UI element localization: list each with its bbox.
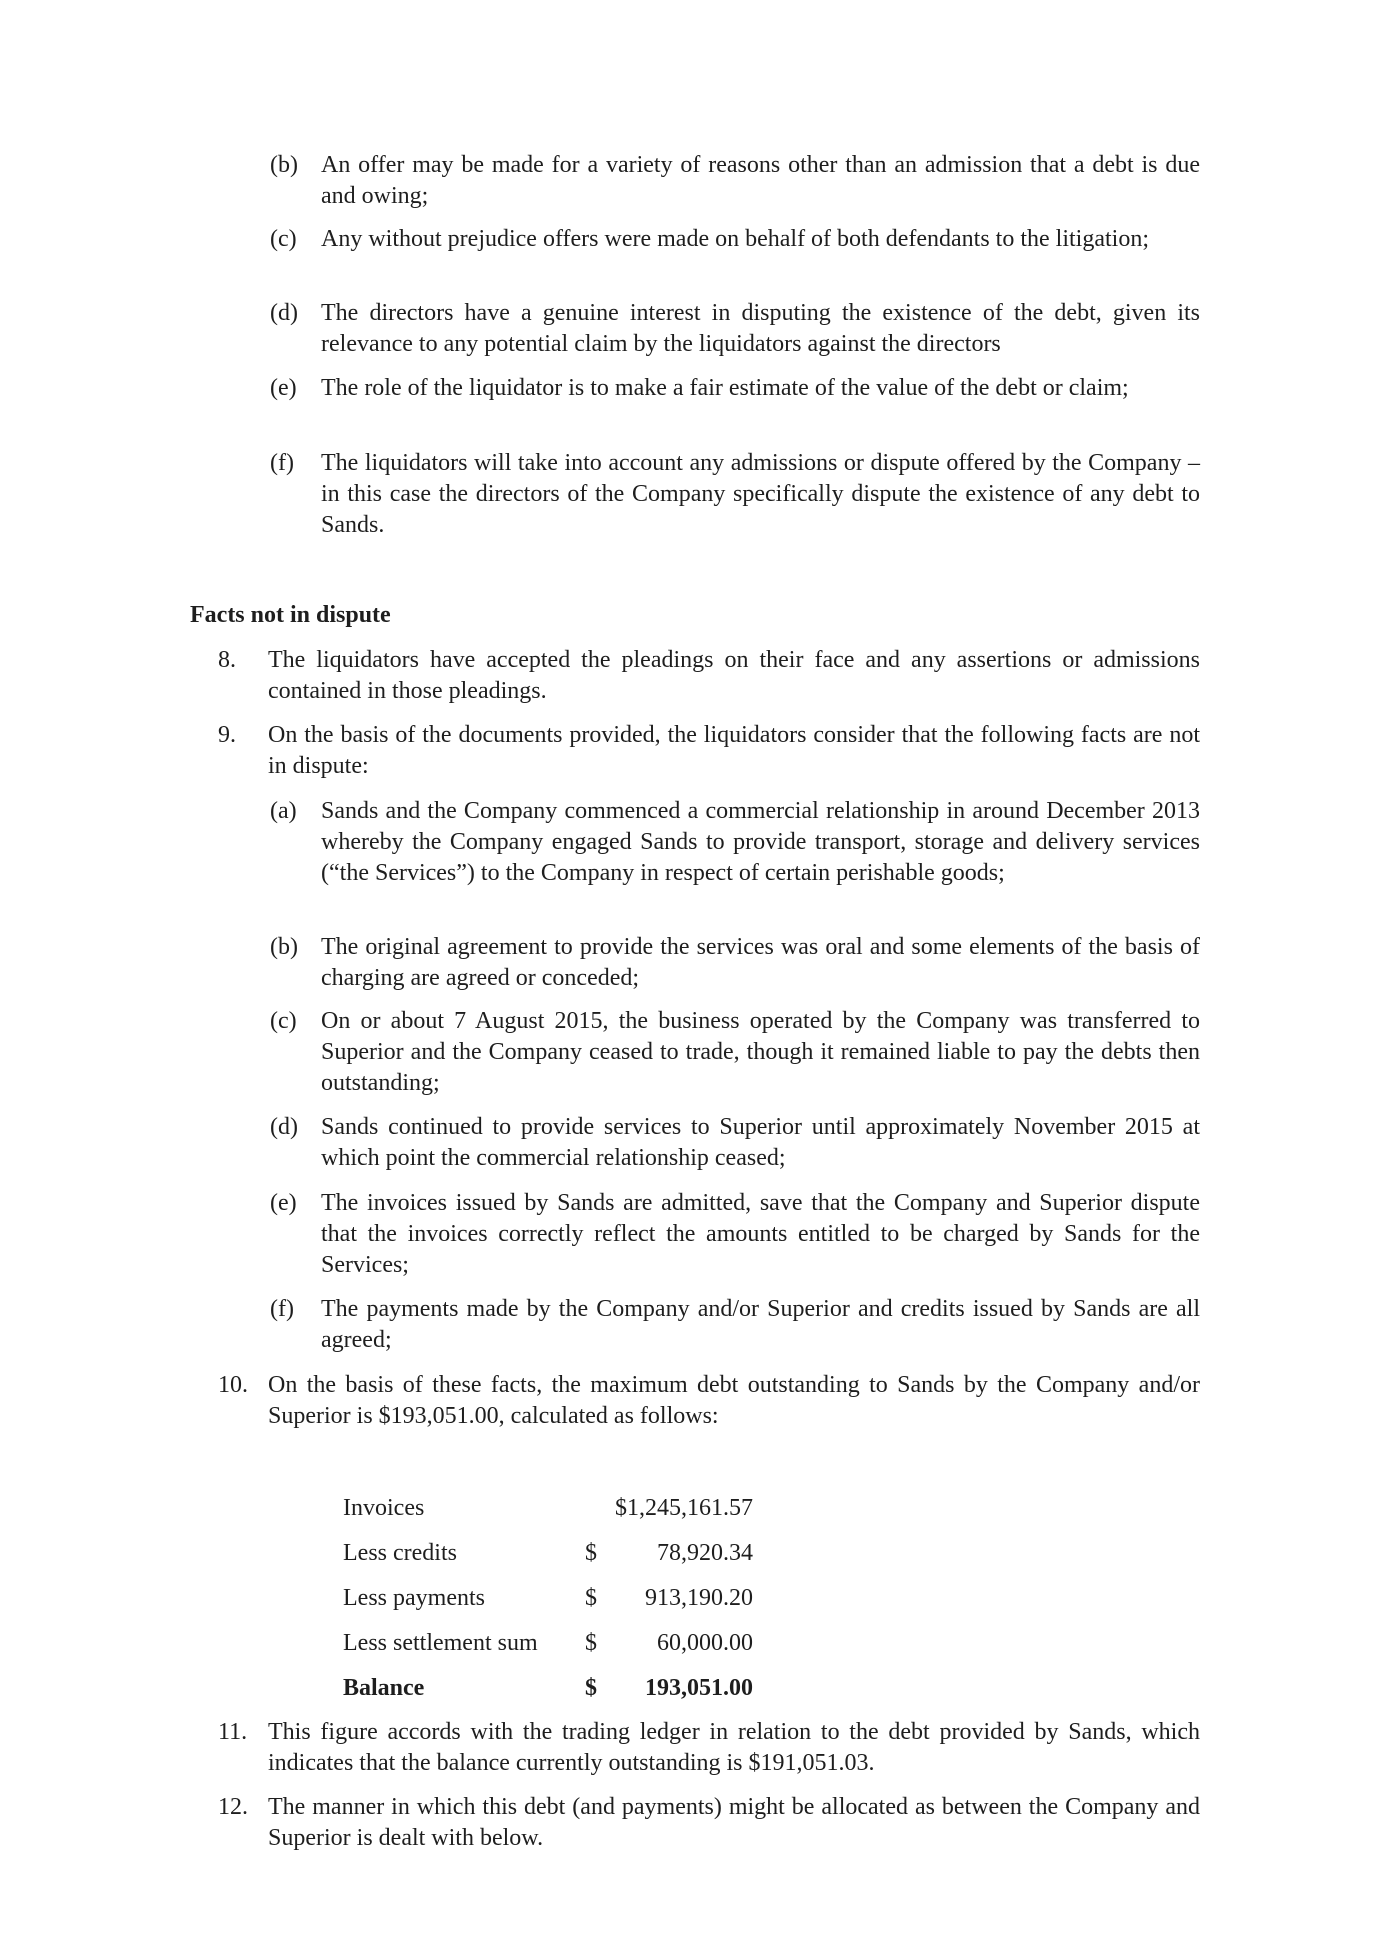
point-c bbox=[270, 224, 1200, 255]
row-description: Invoices bbox=[343, 1495, 425, 1521]
debt-calculation-table bbox=[343, 1486, 753, 1711]
table-row bbox=[343, 1576, 753, 1621]
point-f bbox=[270, 448, 1200, 541]
paragraph-9 bbox=[218, 720, 1200, 782]
paragraph-number: 10. bbox=[218, 1372, 248, 1398]
fact-label: (d) bbox=[270, 1114, 298, 1140]
paragraph-number: 9. bbox=[218, 722, 236, 748]
point-label: (b) bbox=[270, 152, 298, 178]
paragraph-text: On the basis of these facts, the maximum debt outstanding to Sands by the Company and/or Superior is $193,051.00, calculated as follows: bbox=[268, 1372, 1200, 1429]
row-description: Less settlement sum bbox=[343, 1630, 538, 1656]
row-amount: 193,051.00 bbox=[645, 1675, 753, 1701]
fact-text: On or about 7 August 2015, the business operated by the Company was transferred to Superior and the Company ceased to trade, though it remained liable to pay the debts then outstanding; bbox=[321, 1008, 1200, 1096]
point-e bbox=[270, 373, 1200, 404]
point-text: An offer may be made for a variety of reasons other than an admission that a debt is due and owing; bbox=[321, 152, 1200, 209]
point-b bbox=[270, 150, 1200, 212]
row-amount: 60,000.00 bbox=[657, 1630, 753, 1656]
row-currency bbox=[585, 1486, 615, 1531]
paragraph-text: This figure accords with the trading ledger in relation to the debt provided by Sands, which indicates that the balance currently outstanding is $191,051.03. bbox=[268, 1719, 1200, 1776]
fact-d bbox=[270, 1112, 1200, 1174]
point-label: (f) bbox=[270, 450, 294, 476]
fact-c bbox=[270, 1006, 1200, 1099]
fact-text: The payments made by the Company and/or Superior and credits issued by Sands are all agreed; bbox=[321, 1296, 1200, 1353]
row-amount: $1,245,161.57 bbox=[615, 1495, 753, 1521]
fact-b bbox=[270, 932, 1200, 994]
paragraph-number: 8. bbox=[218, 647, 236, 673]
table-row bbox=[343, 1486, 753, 1531]
paragraph-number: 12. bbox=[218, 1794, 248, 1820]
row-currency: $ bbox=[585, 1585, 597, 1611]
fact-label: (b) bbox=[270, 934, 298, 960]
row-description: Less credits bbox=[343, 1540, 457, 1566]
row-amount: 913,190.20 bbox=[645, 1585, 753, 1611]
paragraph-text: The manner in which this debt (and payments) might be allocated as between the Company and Superior is dealt with below. bbox=[268, 1794, 1200, 1851]
point-text: The liquidators will take into account any admissions or dispute offered by the Company – in this case the directors of the Company specifically dispute the existence of any debt to Sands. bbox=[321, 450, 1200, 538]
point-d bbox=[270, 298, 1200, 360]
fact-f bbox=[270, 1294, 1200, 1356]
row-amount: 78,920.34 bbox=[657, 1540, 753, 1566]
paragraph-11 bbox=[218, 1717, 1200, 1779]
paragraph-text: On the basis of the documents provided, the liquidators consider that the following facts are not in dispute: bbox=[268, 722, 1200, 779]
paragraph-10 bbox=[218, 1370, 1200, 1432]
fact-label: (a) bbox=[270, 798, 297, 824]
point-label: (d) bbox=[270, 300, 298, 326]
section-heading: Facts not in dispute bbox=[190, 602, 391, 628]
point-label: (e) bbox=[270, 375, 297, 401]
point-text: The role of the liquidator is to make a fair estimate of the value of the debt or claim; bbox=[321, 375, 1129, 401]
point-text: The directors have a genuine interest in disputing the existence of the debt, given its relevance to any potential claim by the liquidators against the directors bbox=[321, 300, 1200, 357]
point-label: (c) bbox=[270, 226, 297, 252]
paragraph-8 bbox=[218, 645, 1200, 707]
fact-label: (f) bbox=[270, 1296, 294, 1322]
table-row-total bbox=[343, 1666, 753, 1711]
row-currency: $ bbox=[585, 1675, 597, 1701]
fact-text: The invoices issued by Sands are admitted, save that the Company and Superior dispute that the invoices correctly reflect the amounts entitled to be charged by Sands for the Services; bbox=[321, 1190, 1200, 1278]
point-text: Any without prejudice offers were made on behalf of both defendants to the litigation; bbox=[321, 226, 1149, 252]
fact-a bbox=[270, 796, 1200, 889]
fact-text: The original agreement to provide the services was oral and some elements of the basis of charging are agreed or conceded; bbox=[321, 934, 1200, 991]
paragraph-number: 11. bbox=[218, 1719, 248, 1745]
fact-label: (e) bbox=[270, 1190, 297, 1216]
row-currency: $ bbox=[585, 1540, 597, 1566]
paragraph-12 bbox=[218, 1792, 1200, 1854]
fact-e bbox=[270, 1188, 1200, 1281]
fact-text: Sands continued to provide services to Superior until approximately November 2015 at which point the commercial relationship ceased; bbox=[321, 1114, 1200, 1171]
row-description: Balance bbox=[343, 1675, 425, 1701]
paragraph-text: The liquidators have accepted the pleadings on their face and any assertions or admissions contained in those pleadings. bbox=[268, 647, 1200, 704]
row-description: Less payments bbox=[343, 1585, 485, 1611]
fact-label: (c) bbox=[270, 1008, 297, 1034]
table-row bbox=[343, 1531, 753, 1576]
table-row bbox=[343, 1621, 753, 1666]
fact-text: Sands and the Company commenced a commercial relationship in around December 2013 whereby the Company engaged Sands to provide transport, storage and delivery services (“the Services”) to the Company in respect of certain perishable goods; bbox=[321, 798, 1200, 886]
row-currency: $ bbox=[585, 1630, 597, 1656]
